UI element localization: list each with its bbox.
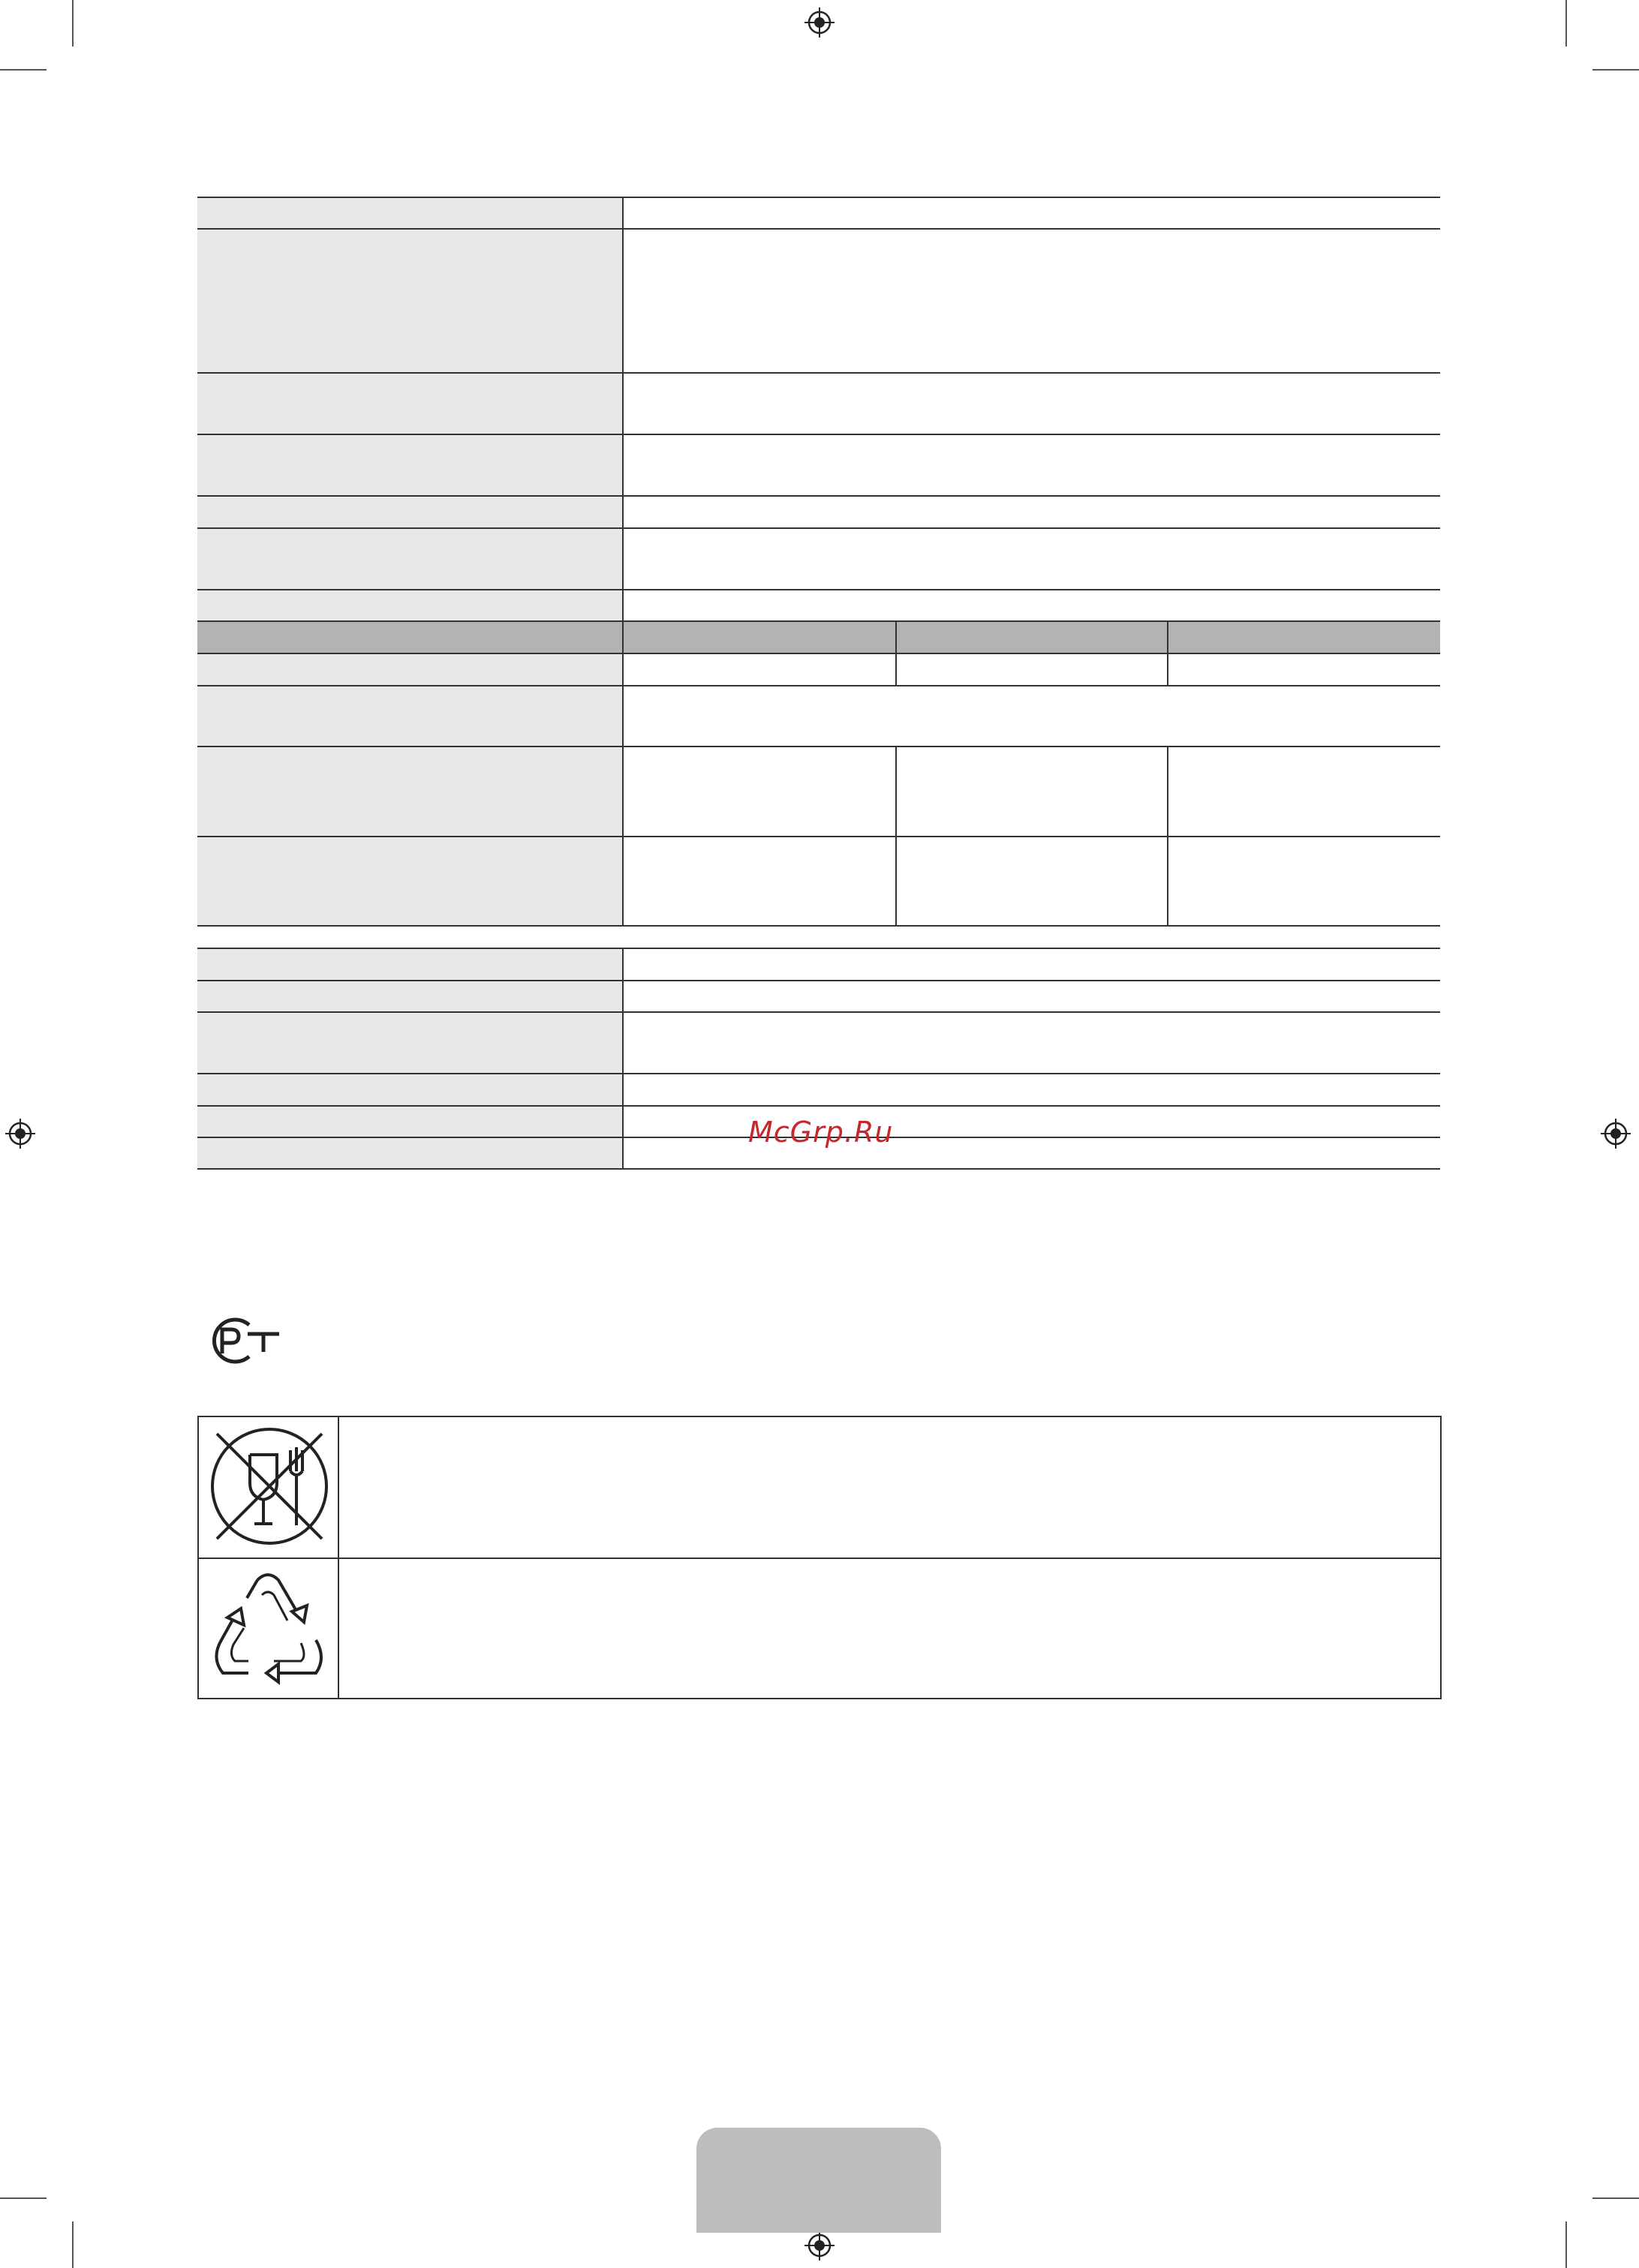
row-label-cell [197,529,624,589]
crop-mark [72,0,74,47]
row-value-cell [624,1107,1440,1137]
row-label-cell [197,686,624,746]
row-value-cell [624,230,1440,372]
crop-mark [0,2197,47,2199]
symbol-cell [199,1559,339,1699]
crop-mark [1592,2197,1639,2199]
symbol-row [199,1417,1440,1558]
table-row [197,372,1440,434]
watermark-text: McGrp.Ru [748,1116,894,1149]
symbol-cell [199,1417,339,1558]
header-value-cell [624,622,1440,653]
registration-mark-icon [5,1119,35,1149]
row-value-cell [624,497,1440,527]
table-bottom-border [197,1168,1440,1170]
row-label-cell [197,230,624,372]
row-value-cell [624,374,1440,434]
recycle-icon [206,1565,331,1693]
table-row [197,685,1440,746]
table-row [197,434,1440,495]
row-value-cell [624,1074,1440,1105]
row-label-cell [197,981,624,1011]
row-value-cell [624,949,1440,980]
row-label-cell [197,1107,624,1137]
crop-mark [1592,69,1639,71]
row-label-cell [197,1074,624,1105]
row-label-cell [197,654,624,685]
registration-mark-icon [804,8,835,38]
row-value-cell [624,837,1440,925]
crop-mark [1565,0,1567,47]
table-row [197,589,1440,620]
table-row [197,197,1440,228]
table-row [197,1073,1440,1105]
row-value-cell [624,198,1440,228]
row-label-cell [197,747,624,836]
table-row [197,653,1440,685]
gost-certification-icon [204,1314,285,1367]
page-number-tab [696,2128,941,2233]
table-section-end [197,925,1440,948]
specifications-table [197,197,1440,1170]
row-value-cell [624,686,1440,746]
row-label-cell [197,198,624,228]
row-value-cell [624,590,1440,620]
not-for-food-contact-icon [208,1425,331,1548]
table-row [197,228,1440,372]
row-value-cell [624,654,1440,685]
row-label-cell [197,435,624,495]
crop-mark [1565,2221,1567,2268]
table-row [197,746,1440,836]
row-label-cell [197,949,624,980]
table-row [197,1011,1440,1073]
symbols-table [197,1416,1442,1699]
row-label-cell [197,1013,624,1073]
registration-mark-icon [1601,1119,1631,1149]
row-value-cell [624,435,1440,495]
row-label-cell [197,837,624,925]
row-value-cell [624,529,1440,589]
table-header-row [197,620,1440,653]
row-value-cell [624,1013,1440,1073]
row-value-cell [624,981,1440,1011]
table-row [197,527,1440,589]
crop-mark [72,2221,74,2268]
row-label-cell [197,497,624,527]
table-row [197,495,1440,527]
registration-mark-icon [804,2230,835,2260]
row-value-cell [624,747,1440,836]
row-value-cell [624,1138,1440,1168]
crop-mark [0,69,47,71]
row-label-cell [197,1138,624,1168]
table-row [197,948,1440,980]
row-label-cell [197,374,624,434]
symbol-row [199,1558,1440,1699]
table-row [197,980,1440,1011]
row-label-cell [197,590,624,620]
header-label-cell [197,622,624,653]
table-row [197,836,1440,925]
